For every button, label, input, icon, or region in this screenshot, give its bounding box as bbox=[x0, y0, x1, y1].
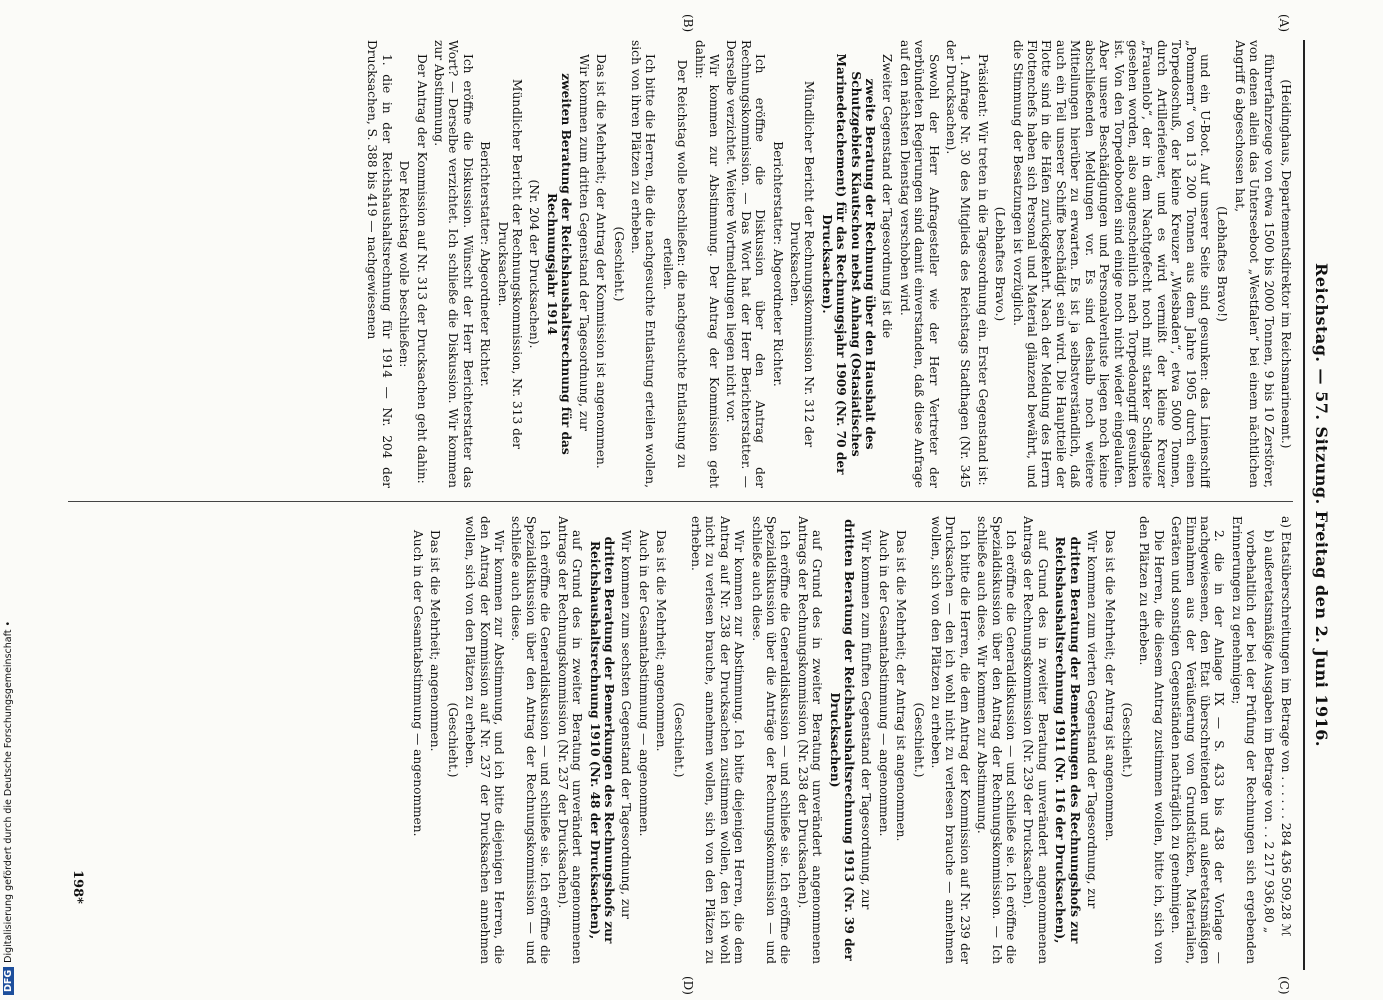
paragraph: Sowohl der Herr Anfragesteller wie der Herr Vertreter der verbündeten Regierungen sind damit einverstanden, daß diese Anfrage auf den nächsten Dienstag verschoben wird. bbox=[897, 40, 941, 488]
paragraph: Mündlicher Bericht der Rechnungskommission Nr. 312 der Drucksachen. bbox=[788, 80, 817, 448]
paragraph: Wir kommen zum fünften Gegenstand der Tagesordnung, zur bbox=[859, 530, 874, 910]
paragraph: Wir kommen zum vierten Gegenstand der Tagesordnung, zur bbox=[1085, 530, 1100, 909]
margin-mark-b: (B) bbox=[681, 14, 695, 33]
paragraph: b) außeretatsmäßige Ausgaben im Betrage von . . 2 217 936,80 „ bbox=[1261, 530, 1276, 934]
paragraph: Auch in der Gesamtabstimmung — angenommen. bbox=[411, 530, 426, 837]
left-text-column bbox=[63, 40, 1293, 488]
paragraph: Das ist die Mehrheit; der Antrag ist angenommen. bbox=[894, 530, 909, 842]
paragraph: a) Etatsüberschreitungen im Betrage von . . . . . . 284 436 509,28 ℳ bbox=[1279, 516, 1293, 937]
paragraph: führerfahrzeuge von etwa 1500 bis 2000 Tonnen, 9 bis 10 Zerstörer, von denen allein das Unterseeboot „Westfalen“ bei einem nächtlichen Angriff 6 abgeschossen hat, bbox=[1232, 40, 1276, 488]
paragraph: (Lebhaftes Bravo.) bbox=[993, 206, 1008, 322]
paragraph: Das ist die Mehrheit; angenommen. bbox=[428, 530, 443, 752]
paragraph: (Heidinghaus, Departementsdirektor im Reichsmarineamt.) bbox=[1279, 79, 1293, 449]
paragraph: dritten Beratung der Bemerkungen des Rechnungshofs zur Reichshaushaltsrechnung 1911 (Nr. 116 der Drucksachen), bbox=[1053, 536, 1082, 944]
paragraph: Wir kommen zum sechsten Gegenstand der Tagesordnung, zur bbox=[619, 530, 634, 919]
paragraph: (Geschieht.) bbox=[445, 702, 460, 778]
paragraph: Auch in der Gesamtabstimmung — angenommen. bbox=[636, 530, 651, 837]
paragraph: Das ist die Mehrheit; angenommen. bbox=[654, 530, 669, 752]
paragraph: Ich bitte die Herren, die dem Antrag der Kommission auf Nr. 239 der Drucksachen — den ich wohl nicht zu verlesen brauche — annehmen wollen, sich von den Plätzen zu erheben. bbox=[929, 516, 972, 964]
paragraph: Auch in der Gesamtabstimmung — angenommen. bbox=[876, 530, 891, 837]
digitization-credit: Digitalisierung gefördert durch die Deutsche Forschungsgemeinschaft • bbox=[3, 620, 14, 963]
paragraph: Ich eröffne die Generaldiskussion — und schließe sie. Ich eröffne die Spezialdiskussion über den Antrag der Rechnungskommission. — Ich schließe auch diese. Wir kommen zur Abstimmung. bbox=[975, 516, 1019, 964]
paragraph: Berichterstatter: Abgeordneter Richter. bbox=[770, 141, 785, 387]
paragraph: 1. die in der Reichshaushaltsrechnung für 1914 — Nr. 204 der Drucksachen, S. 388 bis 419 — nachgewiesenen bbox=[365, 40, 394, 488]
paragraph: Ich eröffne die Diskussion über den Antrag der Rechnungskommission. — Das Wort hat der Herr Berichterstatter. — Derselbe verzichtet. Weitere Wortmeldungen liegen nicht vor. bbox=[724, 40, 768, 488]
paragraph: Mündlicher Bericht der Rechnungskommission, Nr. 313 der Drucksachen. bbox=[495, 78, 525, 450]
column-divider bbox=[68, 501, 1293, 502]
paragraph: (Geschieht.) bbox=[911, 702, 926, 778]
paragraph: Ich bitte die Herren, die die nachgesuchte Entlastung erteilen wollen, sich von ihren Plätzen zu erheben. bbox=[628, 40, 658, 488]
paragraph: Das ist die Mehrheit; der Antrag der Kommission ist angenommen. bbox=[594, 54, 609, 469]
signature-number: 198* bbox=[70, 870, 85, 904]
paragraph: vorbehaltlich der bei der Prüfung der Rechnungen sich ergebenden Erinnerungen zu genehmigen; bbox=[1229, 516, 1259, 964]
paragraph: Ich eröffne die Generaldiskussion — und schließe sie. Ich eröffne die Spezialdiskussion über den Antrag der Rechnungskommission — und schließe auch diese. bbox=[509, 516, 553, 964]
paragraph: auf Grund des in zweiter Beratung unverändert angenommenen Antrags der Rechnungskommission (Nr. 238 der Drucksachen). bbox=[795, 516, 825, 964]
paragraph: Die Herren, die diesem Antrag zustimmen wollen, bitte ich, sich von den Plätzen zu erheben. bbox=[1137, 516, 1166, 964]
paragraph: Das ist die Mehrheit; der Antrag ist angenommen. bbox=[1102, 530, 1117, 842]
paragraph: auf Grund des in zweiter Beratung unverändert angenommenen Antrags der Rechnungskommission (Nr. 239 der Drucksachen). bbox=[1021, 516, 1050, 964]
paragraph: (Lebhaftes Bravo!) bbox=[1215, 206, 1230, 322]
running-title: Reichstag. — 57. Sitzung. Freitag den 2. Juni 1916. bbox=[1312, 263, 1331, 747]
paragraph: Wir kommen zur Abstimmung, und ich bitte diejenigen Herren, die den Antrag der Kommission auf Nr. 237 der Drucksachen annehmen wollen, sich von den Plätzen zu erheben. bbox=[463, 516, 507, 964]
digitization-credit-strip bbox=[3, 0, 19, 995]
paragraph: auf Grund des in zweiter Beratung unverändert angenommenen Antrags der Rechnungskommission (Nr. 237 der Drucksachen). bbox=[555, 516, 585, 964]
paragraph: dritten Beratung der Bemerkungen des Rechnungshofs zur Reichshaushaltsrechnung 1910 (Nr. 48 der Drucksachen), bbox=[587, 536, 616, 944]
header-rule bbox=[1303, 40, 1305, 970]
paragraph: Der Reichstag wolle beschließen: die nachgesuchte Entlastung zu erteilen. bbox=[660, 59, 690, 469]
paragraph: (Geschieht.) bbox=[1119, 702, 1134, 778]
paragraph: Ich eröffne die Generaldiskussion — und schließe sie. Ich eröffne die Spezialdiskussion über die Anträge der Rechnungskommission — und schließe auch diese. bbox=[749, 516, 793, 964]
paragraph: (Geschieht.) bbox=[671, 702, 686, 778]
paragraph: Präsident: Wir treten in die Tagesordnung ein. Erster Gegenstand ist: bbox=[975, 54, 990, 486]
paragraph: (Nr. 204 der Drucksachen). bbox=[527, 179, 542, 349]
margin-mark-d: (D) bbox=[681, 976, 695, 995]
margin-mark-a: (A) bbox=[1277, 14, 1291, 33]
right-text-column bbox=[63, 516, 1293, 964]
paragraph: Ich eröffne die Diskussion. Wünscht der Herr Berichterstatter das Wort? — Derselbe verzichtet. Ich schließe die Diskussion. Wir kommen zur Abstimmung. bbox=[432, 40, 475, 488]
paragraph: Der Antrag der Kommission auf Nr. 313 der Drucksachen geht dahin: bbox=[414, 54, 429, 484]
dfg-logo: DFG bbox=[3, 967, 14, 995]
page-header bbox=[1305, 40, 1335, 970]
rotated-page-content bbox=[55, 14, 1335, 995]
paragraph: Wir kommen zur Abstimmung. Ich bitte diejenigen Herren, die dem Antrag auf Nr. 238 der Drucksachen zustimmen wollen, den ich wohl nicht zu verlesen brauche, annehmen wollen, sich von den Plätzen zu erheben. bbox=[688, 516, 747, 964]
paragraph: Berichterstatter: Abgeordneter Richter. bbox=[478, 141, 493, 387]
paragraph: (Geschieht.) bbox=[611, 226, 626, 302]
paragraph: Wir kommen zum dritten Gegenstand der Tagesordnung, zur bbox=[576, 54, 591, 431]
paragraph: 2. die in der Anlage IX — S. 433 bis 438 der Vorlage — nachgewiesenen, den Etat überschreitenden und außeretatsmäßigen Einnahmen aus der Veräußerung von Grundstücken, Materialien, Geräten und sonstigen Gegenständen nachträglich zu genehmigen. bbox=[1169, 516, 1227, 964]
paragraph: Zweiter Gegenstand der Tagesordnung ist die bbox=[880, 54, 895, 339]
margin-mark-c: (C) bbox=[1277, 976, 1291, 995]
paragraph: 1. Anfrage Nr. 30 des Mitglieds des Reichstags Stadthagen (Nr. 345 der Drucksachen). bbox=[944, 40, 973, 488]
paragraph: und ein U-Boot. Auf unserer Seite sind gesunken: das Linienschiff „Pommern“ von 13 200 Tonnen aus dem Jahre 1905 durch einen Torpedoschuß, der kleine Kreuzer „Wiesbaden“, etwa 5000 Tonnen, durch Artilleriefeuer, und es wird vermißt der kleine Kreuzer „Frauenlob“, der in dem Nachtgefecht noch mit starker Schlagseite gesehen worden, also augenscheinlich nach Torpedoangriff gesunken ist. Von den Torpedobooten sind einige noch nicht wieder eingelaufen. Aber unsere Beschädigungen und Personalverluste liegen noch keine abschließenden Meldungen vor. Es sind deshalb noch weitere Mitteilungen hierüber zu erwarten. Es ist ja selbstverständlich, daß auch ein Teil unserer Schiffe beschädigt sein wird. Die Hauptteile der Flotte sind in die Häfen zurückgekehrt. Nach der Meldung des Herrn Flottenchefs haben sich Personal und Material glänzend bewährt, und die Stimmung der Besatzungen ist vorzüglich. bbox=[1010, 40, 1212, 488]
paragraph: zweite Beratung der Rechnung über den Haushalt des Schutzgebiets Kiautschou nebst Anhang (Ostasiatisches Marinedetachement) für das Rechnungsjahr 1909 (Nr. 70 der Drucksachen). bbox=[819, 53, 878, 475]
paragraph: dritten Beratung der Reichshaushaltsrechnung 1913 (Nr. 39 der Drucksachen) bbox=[827, 519, 857, 961]
paragraph: Wir kommen zur Abstimmung. Der Antrag der Kommission geht dahin: bbox=[692, 40, 721, 488]
paragraph: Der Reichstag wolle beschließen: bbox=[397, 160, 412, 368]
paragraph: zweiten Beratung der Reichshaushaltsrechnung für das Rechnungsjahr 1914 bbox=[544, 73, 574, 455]
